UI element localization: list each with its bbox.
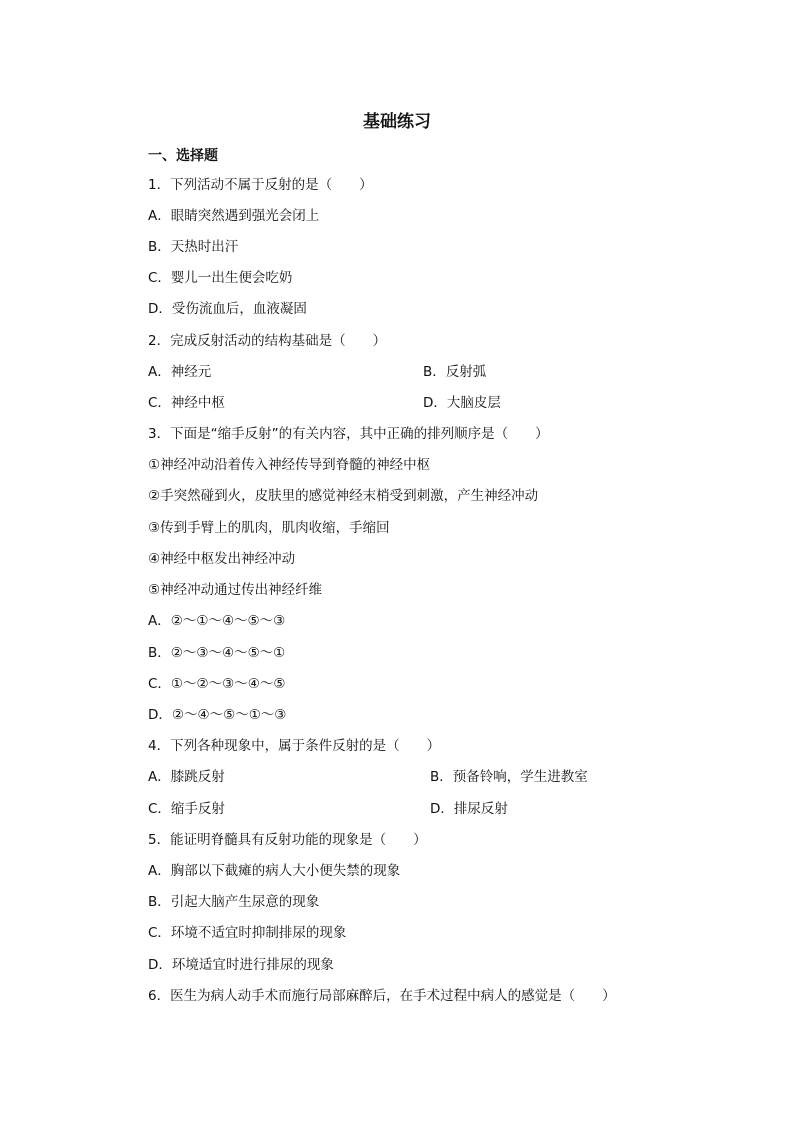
question-1-option-b[interactable]: B．天热时出汗 [148, 239, 239, 255]
question-3-stem: 3．下面是“缩手反射”的有关内容，其中正确的排列顺序是（ ） [148, 426, 549, 442]
question-1-option-d[interactable]: D．受伤流血后，血液凝固 [148, 301, 307, 317]
question-3-option-c[interactable]: C．①～②～③～④～⑤ [148, 676, 286, 692]
question-1-option-a[interactable]: A．眼睛突然遇到强光会闭上 [148, 208, 320, 224]
question-6-stem: 6．医生为病人动手术而施行局部麻醉后，在手术过程中病人的感觉是（ ） [148, 988, 616, 1004]
question-5-option-b[interactable]: B．引起大脑产生尿意的现象 [148, 894, 320, 910]
question-3-statement-3: ③传到手臂上的肌肉，肌肉收缩，手缩回 [148, 520, 390, 536]
question-4-option-d[interactable]: D．排尿反射 [430, 801, 508, 817]
question-3-statement-5: ⑤神经冲动通过传出神经纤维 [148, 582, 323, 598]
question-2-option-b[interactable]: B．反射弧 [423, 364, 487, 380]
question-3-statement-1: ①神经冲动沿着传入神经传导到脊髓的神经中枢 [148, 457, 431, 473]
question-3-option-d[interactable]: D．②～④～⑤～①～③ [148, 707, 287, 723]
question-5-option-a[interactable]: A．胸部以下截瘫的病人大小便失禁的现象 [148, 863, 401, 879]
question-2-option-c[interactable]: C．神经中枢 [148, 395, 225, 411]
page-title: 基础练习 [363, 112, 431, 132]
question-5-stem: 5．能证明脊髓具有反射功能的现象是（ ） [148, 832, 427, 848]
question-5-option-d[interactable]: D．环境适宜时进行排尿的现象 [148, 957, 334, 973]
question-4-option-c[interactable]: C．缩手反射 [148, 801, 225, 817]
question-3-statement-4: ④神经中枢发出神经冲动 [148, 551, 296, 567]
question-1-option-c[interactable]: C．婴儿一出生便会吃奶 [148, 270, 293, 286]
question-1-stem: 1．下列活动不属于反射的是（ ） [148, 177, 373, 193]
question-3-option-a[interactable]: A．②～①～④～⑤～③ [148, 613, 286, 629]
section-heading: 一、选择题 [148, 148, 218, 164]
question-5-option-c[interactable]: C．环境不适宜时抑制排尿的现象 [148, 925, 347, 941]
question-3-option-b[interactable]: B．②～③～④～⑤～① [148, 645, 286, 661]
question-4-option-b[interactable]: B．预备铃响，学生进教室 [430, 769, 588, 785]
question-3-statement-2: ②手突然碰到火，皮肤里的感觉神经末梢受到刺激，产生神经冲动 [148, 488, 539, 504]
question-2-stem: 2．完成反射活动的结构基础是（ ） [148, 333, 387, 349]
question-2-option-d[interactable]: D．大脑皮层 [423, 395, 501, 411]
question-4-option-a[interactable]: A．膝跳反射 [148, 769, 225, 785]
question-2-option-a[interactable]: A．神经元 [148, 364, 212, 380]
question-4-stem: 4．下列各种现象中，属于条件反射的是（ ） [148, 738, 441, 754]
